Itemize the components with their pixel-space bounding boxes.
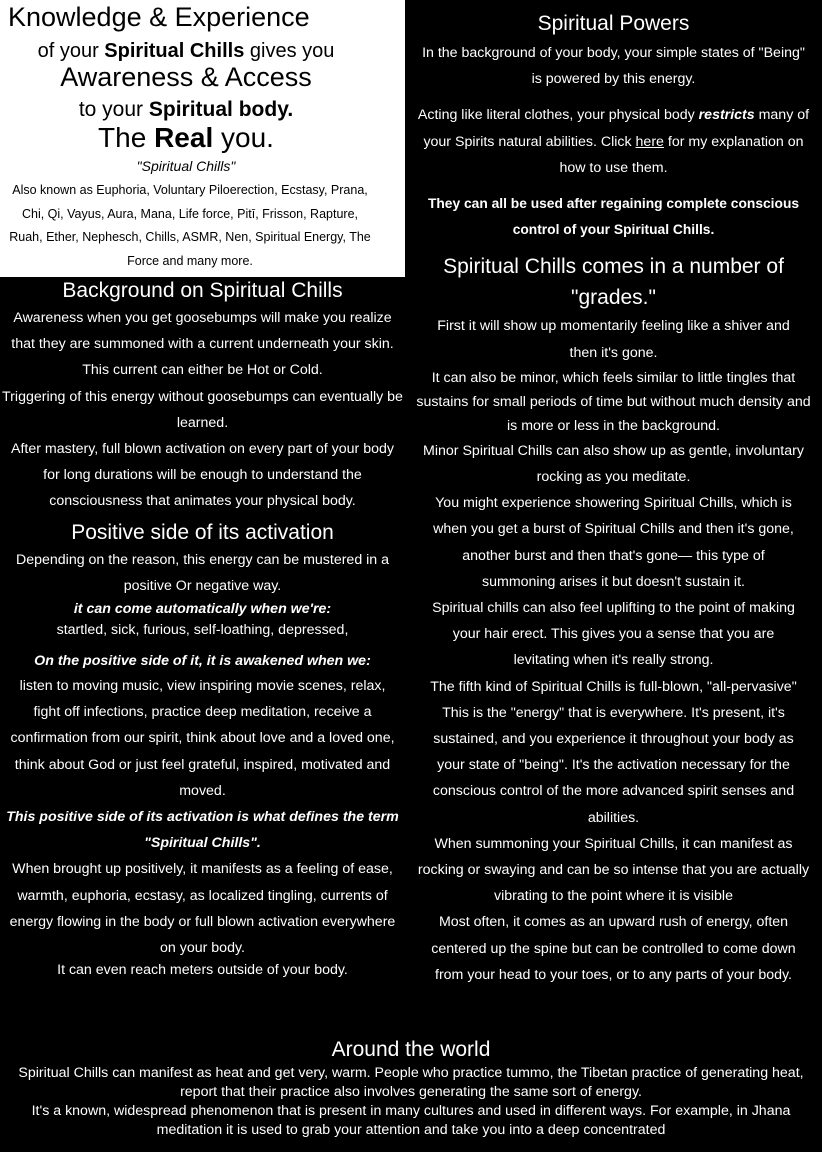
positive-emphasis: On the positive side of it, it is awakened when we: — [34, 653, 371, 670]
positive-paragraph: It can even reach meters outside of your body. — [57, 962, 348, 979]
section-title-powers: Spiritual Powers — [537, 12, 690, 35]
grades-paragraph: First it will show up momentarily feeling like a shiver and then it's gone. — [437, 318, 790, 361]
powers-paragraph: In the background of your body, your simple states of "Being" is powered by this energy. — [422, 45, 805, 88]
background-paragraph: Awareness when you get goosebumps will make you realize that they are summoned with a current underneath your skin. This current can either be Hot or Cold. — [11, 310, 394, 379]
grades-paragraph: Most often, it comes as an upward rush of energy, often centered up the spine but can be controlled to come down from your head to your toes, or to any parts of your body. — [431, 914, 796, 983]
grades-paragraph: It can also be minor, which feels similar to little tingles that sustains for small periods of time but without much density and is more or less in the background. — [416, 369, 811, 434]
headline-awareness: Awareness & Access — [60, 62, 312, 92]
positive-paragraph: startled, sick, furious, self-loathing, depressed, — [56, 622, 349, 639]
grades-paragraph: The fifth kind of Spiritual Chills is full-blown, "all-pervasive" This is the "energy" that is everywhere. It's present, it's sustained, and you experience it throughout your body as your state of "being". It's the activation necessary for the conscious control of the more advanced spirit senses and abilities. — [430, 678, 797, 826]
intro-card — [0, 0, 405, 277]
grades-paragraph: Spiritual chills can also feel uplifting to the point of making your hair erect. This gives you a sense that you are levitating when it's really strong. — [432, 600, 795, 669]
background-paragraph: After mastery, full blown activation on every part of your body for long durations will be enough to understand the consciousness that animates your physical body. — [11, 441, 394, 510]
powers-emphasis: They can all be used after regaining complete conscious control of your Spiritual Chills. — [427, 196, 800, 238]
background-paragraph: Triggering of this energy without goosebumps can eventually be learned. — [2, 388, 403, 431]
world-paragraph: It's a known, widespread phenomenon that is present in many cultures and used in different ways. For example, in Jhana meditation it is used to grab your attention and take you into a deep concentrated — [31, 1103, 791, 1138]
positive-emphasis: it can come automatically when we're: — [73, 601, 332, 618]
headline-spiritual-body: to your Spiritual body. — [78, 98, 294, 121]
right-column — [405, 0, 822, 988]
positive-emphasis: This positive side of its activation is what defines the term "Spiritual Chills". — [6, 809, 399, 852]
bottom-section — [0, 1036, 822, 1140]
headline-real-you: The Real you. — [98, 122, 274, 153]
positive-paragraph: Depending on the reason, this energy can be mustered in a positive Or negative way. — [15, 551, 390, 594]
headline-knowledge: Knowledge & Experience — [8, 2, 310, 32]
section-title-background: Background on Spiritual Chills — [62, 279, 343, 302]
here-link[interactable]: here — [635, 133, 664, 150]
section-title-grades: Spiritual Chills comes in a number of "grades." — [443, 255, 784, 310]
grades-paragraph: When summoning your Spiritual Chills, it can manifest as rocking or swaying and can be so intense that you are actually vibrating to the point where it is visible — [417, 835, 810, 905]
left-column — [0, 277, 405, 979]
positive-paragraph: When brought up positively, it manifests as a feeling of ease, warmth, euphoria, ecstasy, as localized tingling, currents of energy flowing in the body or full blown activation everywhere on your body. — [9, 861, 396, 957]
headline-spiritual-chills: of your Spiritual Chills gives you — [37, 40, 335, 62]
section-title-positive: Positive side of its activation — [71, 520, 334, 544]
quote-spiritual-chills: "Spiritual Chills" — [136, 158, 236, 174]
positive-paragraph: listen to moving music, view inspiring movie scenes, relax, fight off infections, practice deep meditation, receive a confirmation from our spirit, think about love and a loved one, think about God or just feel grateful, inspired, motivated and moved. — [10, 678, 395, 799]
powers-paragraph: Acting like literal clothes, your physical body restricts many of your Spirits natural abilities. Click here for my explanation on how to use them. — [417, 107, 810, 176]
grades-paragraph: You might experience showering Spiritual Chills, which is when you get a burst of Spiritual Chills and then it's gone, another burst and then that's gone— this type of summoning arises it but doesn't sustain it. — [433, 495, 794, 590]
grades-paragraph: Minor Spiritual Chills can also show up as gentle, involuntary rocking as you meditate. — [423, 442, 804, 486]
also-known-as: Also known as Euphoria, Voluntary Piloerection, Ecstasy, Prana, Chi, Qi, Vayus, Aura, Mana, Life force, Pitī, Frisson, Rapture, Ruah, Ether, Nephesch, Chills, ASMR, Nen, Spiritual Energy, The Force and many more. — [9, 183, 371, 268]
section-title-world: Around the world — [331, 1038, 491, 1061]
world-paragraph: Spiritual Chills can manifest as heat and get very, warm. People who practice tummo, the Tibetan practice of generating heat, report that their practice also involves generating the same sort of energy. — [18, 1065, 804, 1100]
